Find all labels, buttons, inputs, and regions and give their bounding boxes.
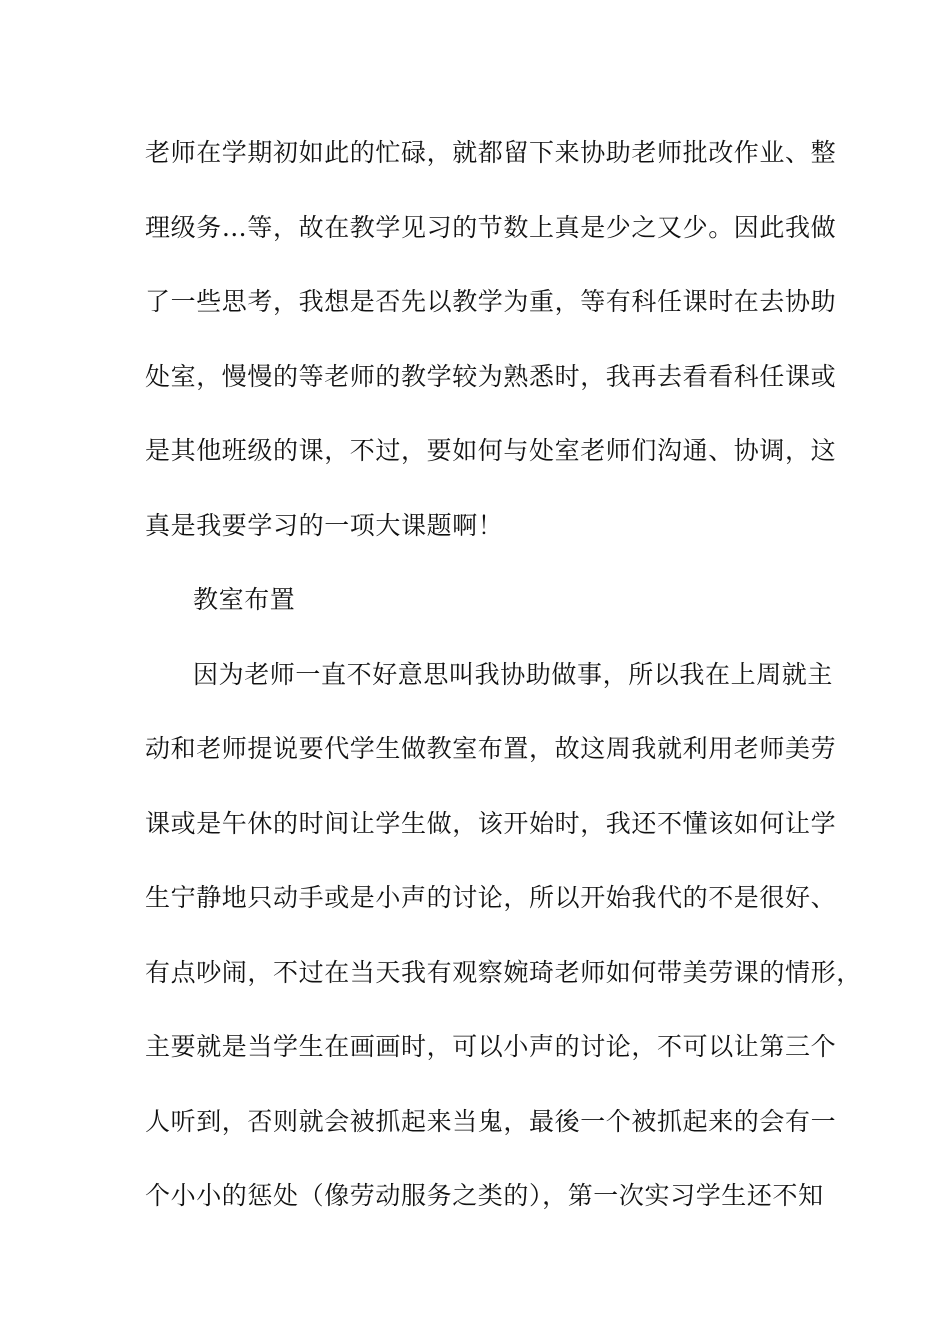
text-line: 因为老师一直不好意思叫我协助做事，所以我在上周就主	[193, 659, 834, 689]
text-line: 动和老师提说要代学生做教室布置，故这周我就利用老师美劳	[145, 734, 837, 763]
text-line: 是其他班级的课，不过，要如何与处室老师们沟通、协调，这	[145, 436, 837, 465]
text-line: 个小小的惩处（像劳动服务之类的），第一次实习学生还不知	[145, 1181, 824, 1210]
text-line: 处室，慢慢的等老师的教学较为熟悉时，我再去看看科任课或	[145, 361, 837, 391]
body-text	[145, 130, 862, 1248]
text-line: 老师在学期初如此的忙碌，就都留下来协助老师批改作业、整	[145, 138, 837, 167]
text-line: 课或是午休的时间让学生做，该开始时，我还不懂该如何让学	[145, 808, 837, 838]
text-line: 真是我要学习的一项大课题啊！	[145, 510, 504, 540]
text-line: 生宁静地只动手或是小声的讨论，所以开始我代的不是很好、	[145, 883, 837, 912]
text-line: 理级务…等，故在教学见习的节数上真是少之又少。因此我做	[145, 212, 837, 242]
text-line: 人听到，否则就会被抓起来当鬼，最後一个被抓起来的会有一	[145, 1106, 837, 1136]
text-line: 主要就是当学生在画画时，可以小声的讨论，不可以让第三个	[145, 1032, 837, 1061]
section-heading: 教室布置	[193, 585, 296, 614]
text-line: 了一些思考，我想是否先以教学为重，等有科任课时在去协助	[145, 287, 837, 316]
text-line: 有点吵闹，不过在当天我有观察婉琦老师如何带美劳课的情形，	[145, 957, 862, 987]
